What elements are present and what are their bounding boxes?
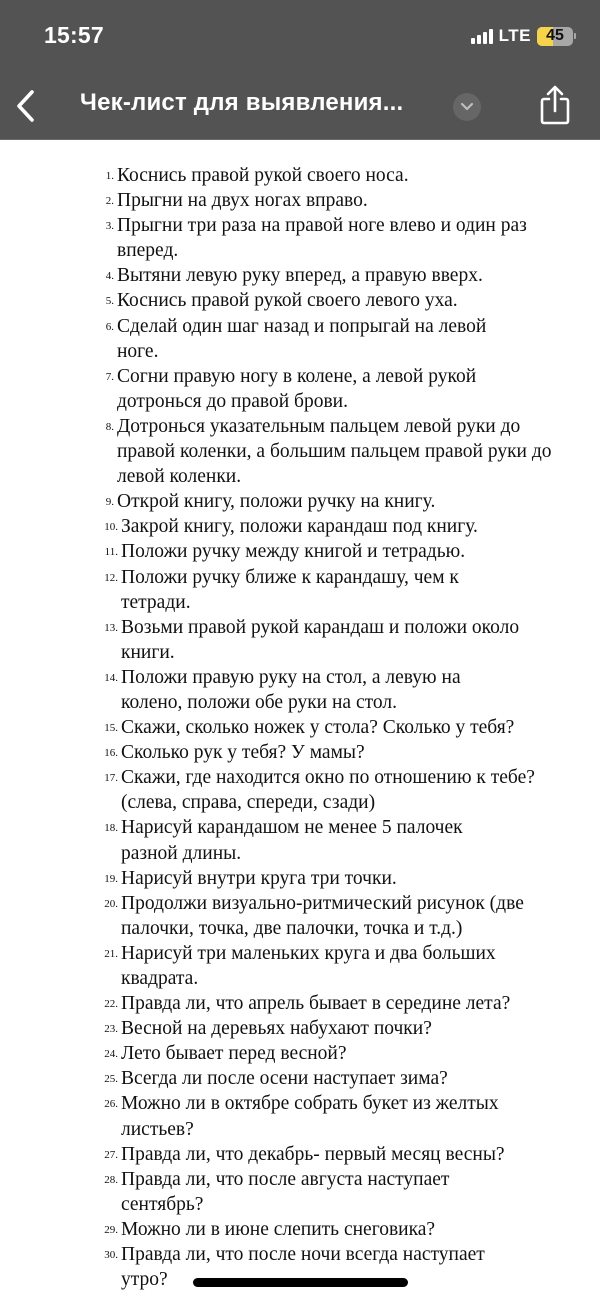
list-item: 11. Положи ручку между книгой и тетрадью. [104, 541, 466, 563]
list-item: 20. Продолжи визуально-ритмический рисунок (две палочки, точка, две палочки, точка и т.д.) [104, 892, 524, 939]
list-item: 23. Весной на деревьях набухают почки? [104, 1018, 432, 1040]
cellular-signal-icon [471, 29, 493, 44]
list-item: 5. Коснись правой рукой своего левого уха. [105, 290, 458, 312]
document-page[interactable] [0, 141, 600, 1298]
list-item: 14. Положи правую руку на стол, а левую на колено, положи обе руки на стол. [104, 666, 461, 713]
list-item: 9. Открой книгу, положи ручку на книгу. [105, 491, 436, 513]
back-button[interactable] [10, 86, 40, 126]
checklist [0, 163, 600, 1292]
list-item: 2. Прыгни на двух ногах вправо. [105, 190, 368, 212]
battery-tip [574, 33, 576, 39]
list-item: 26. Можно ли в октябре собрать букет из желтых листьев? [104, 1093, 499, 1140]
share-icon [538, 84, 572, 126]
list-item: 17. Скажи, где находится окно по отношению к тебе? (слева, справа, спереди, сзади) [104, 767, 535, 814]
list-item: 4. Вытяни левую руку вперед, а правую вверх. [105, 265, 483, 287]
list-item: 16. Сколько рук у тебя? У мамы? [104, 742, 365, 764]
list-item: 28. Правда ли, что после августа наступает сентябрь? [104, 1168, 450, 1215]
list-item: 29. Можно ли в июне слепить снеговика? [104, 1218, 436, 1240]
list-item: 13. Возьми правой рукой карандаш и положи около книги. [104, 616, 520, 663]
list-item: 22. Правда ли, что апрель бывает в середине лета? [104, 993, 511, 1015]
list-item: 10. Закрой книгу, положи карандаш под книгу. [104, 516, 478, 538]
chevron-down-icon [460, 102, 474, 112]
list-item: 12. Положи ручку ближе к карандашу, чем к тетради. [104, 566, 459, 613]
list-item: 30. Правда ли, что после ночи всегда наступает утро? [104, 1244, 485, 1291]
chevron-left-icon [14, 89, 36, 123]
list-item: 21. Нарисуй три маленьких круга и два больших квадрата. [104, 942, 496, 989]
list-item: 18. Нарисуй карандашом не менее 5 палочек разной длины. [104, 817, 463, 864]
list-item: 27. Правда ли, что декабрь- первый месяц весны? [104, 1143, 505, 1165]
home-indicator[interactable] [193, 1278, 408, 1287]
title-menu-button[interactable] [453, 93, 481, 121]
list-item: 8. Дотронься указательным пальцем левой руки до правой коленки, а большим пальцем правой руки до левой коленки. [105, 415, 552, 488]
battery-level: 45 [546, 27, 564, 44]
share-button[interactable] [535, 82, 575, 128]
network-type: LTE [498, 26, 531, 45]
list-item: 19. Нарисуй внутри круга три точки. [104, 867, 397, 889]
status-indicators [471, 26, 576, 46]
document-title: Чек-лист для выявления... [80, 89, 404, 116]
top-bar [0, 0, 600, 140]
list-item: 3. Прыгни три раза на правой ноге влево и один раз вперед. [105, 215, 527, 262]
list-item: 7. Согни правую ногу в колене, а левой рукой дотронься до правой брови. [105, 365, 477, 412]
list-item: 25. Всегда ли после осени наступает зима? [104, 1068, 448, 1090]
battery-icon [537, 27, 573, 46]
status-time: 15:57 [44, 22, 104, 48]
list-item: 1. Коснись правой рукой своего носа. [105, 165, 409, 186]
list-item: 6. Сделай один шаг назад и попрыгай на левой ноге. [105, 315, 487, 362]
list-item: 15. Скажи, сколько ножек у стола? Сколько у тебя? [104, 717, 515, 739]
list-item: 24. Лето бывает перед весной? [104, 1043, 347, 1065]
